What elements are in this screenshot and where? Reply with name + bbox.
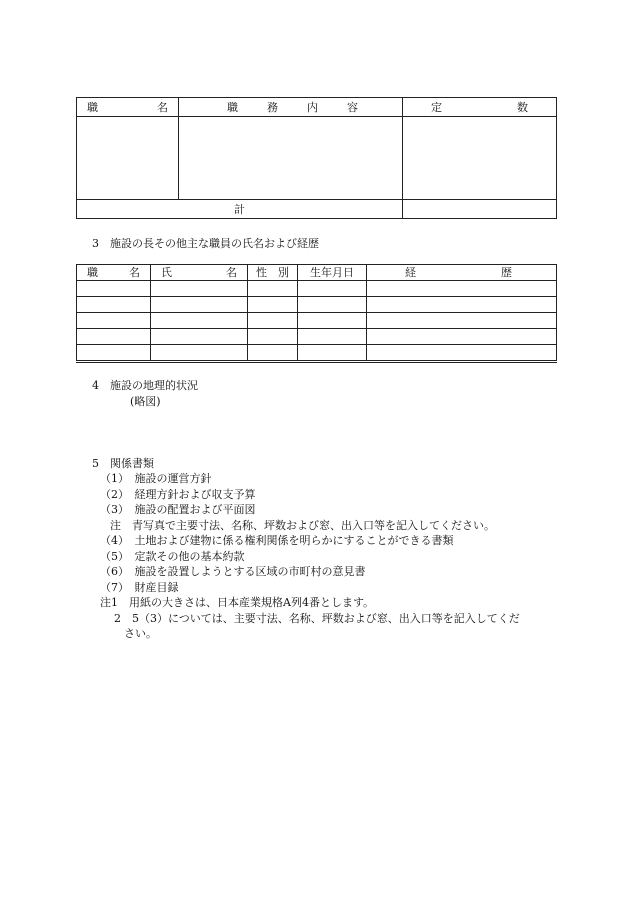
cell-sex[interactable]	[248, 281, 298, 297]
header-sex: 性 別	[248, 265, 298, 281]
cell-birthdate[interactable]	[298, 281, 367, 297]
section4-heading: 4 施設の地理的状況	[92, 379, 198, 392]
cell-position[interactable]	[77, 297, 151, 313]
header-position: 職 名	[77, 265, 151, 281]
cell-name[interactable]	[151, 313, 248, 329]
total-label: 計	[77, 200, 403, 219]
cell-name[interactable]	[151, 329, 248, 345]
list-item-note: 注 青写真で主要寸法、名称、坪数および窓、出入口等を記入してください。	[110, 519, 495, 532]
table-row	[77, 329, 557, 345]
list-item: （7） 財産目録	[100, 581, 179, 594]
cell-quota[interactable]	[403, 117, 557, 200]
header-career: 経 歴	[367, 265, 557, 281]
note-1: 注1 用紙の大きさは、日本産業規格A列4番とします。	[100, 596, 375, 609]
staff-history-table	[76, 264, 557, 363]
cell-career[interactable]	[367, 281, 557, 297]
cell-career[interactable]	[367, 345, 557, 362]
header-position: 職 名	[77, 98, 179, 117]
cell-sex[interactable]	[248, 329, 298, 345]
cell-name[interactable]	[151, 281, 248, 297]
header-duties: 職 務 内 容	[179, 98, 403, 117]
cell-sex[interactable]	[248, 345, 298, 362]
total-row	[77, 200, 557, 219]
cell-duties[interactable]	[179, 117, 403, 200]
header-birthdate: 生年月日	[298, 265, 367, 281]
table-row	[77, 117, 557, 200]
note-2-line2: さい。	[124, 627, 157, 640]
cell-position[interactable]	[77, 281, 151, 297]
table-row	[77, 281, 557, 297]
cell-birthdate[interactable]	[298, 329, 367, 345]
header-name: 氏 名	[151, 265, 248, 281]
note-2-line1: 2 5（3）については、主要寸法、名称、坪数および窓、出入口等を記入してくだ	[114, 612, 520, 625]
table-row	[77, 345, 557, 362]
table-row	[77, 297, 557, 313]
cell-career[interactable]	[367, 297, 557, 313]
staff-duties-table	[76, 97, 557, 219]
section3-heading: 3 施設の長その他主な職員の氏名および経歴	[92, 237, 319, 250]
cell-birthdate[interactable]	[298, 297, 367, 313]
list-item: （2） 経理方針および収支予算	[100, 488, 256, 501]
list-item: （3） 施設の配置および平面図	[100, 503, 256, 516]
cell-career[interactable]	[367, 329, 557, 345]
cell-position[interactable]	[77, 313, 151, 329]
header-quota: 定 数	[403, 98, 557, 117]
cell-position[interactable]	[77, 345, 151, 362]
cell-position[interactable]	[77, 329, 151, 345]
cell-birthdate[interactable]	[298, 313, 367, 329]
cell-position[interactable]	[77, 117, 179, 200]
list-item: （1） 施設の運営方針	[100, 472, 212, 485]
cell-name[interactable]	[151, 345, 248, 362]
section4-sketch-label: (略図)	[130, 395, 161, 408]
list-item: （5） 定款その他の基本約款	[100, 550, 245, 563]
total-value[interactable]	[403, 200, 557, 219]
table-row	[77, 313, 557, 329]
table-header-row	[77, 265, 557, 281]
cell-birthdate[interactable]	[298, 345, 367, 362]
cell-sex[interactable]	[248, 313, 298, 329]
cell-sex[interactable]	[248, 297, 298, 313]
cell-name[interactable]	[151, 297, 248, 313]
cell-career[interactable]	[367, 313, 557, 329]
list-item: （6） 施設を設置しようとする区域の市町村の意見書	[100, 565, 366, 578]
section5-heading: 5 関係書類	[92, 457, 154, 470]
list-item: （4） 土地および建物に係る権利関係を明らかにすることができる書類	[100, 534, 454, 547]
table-header-row	[77, 98, 557, 117]
